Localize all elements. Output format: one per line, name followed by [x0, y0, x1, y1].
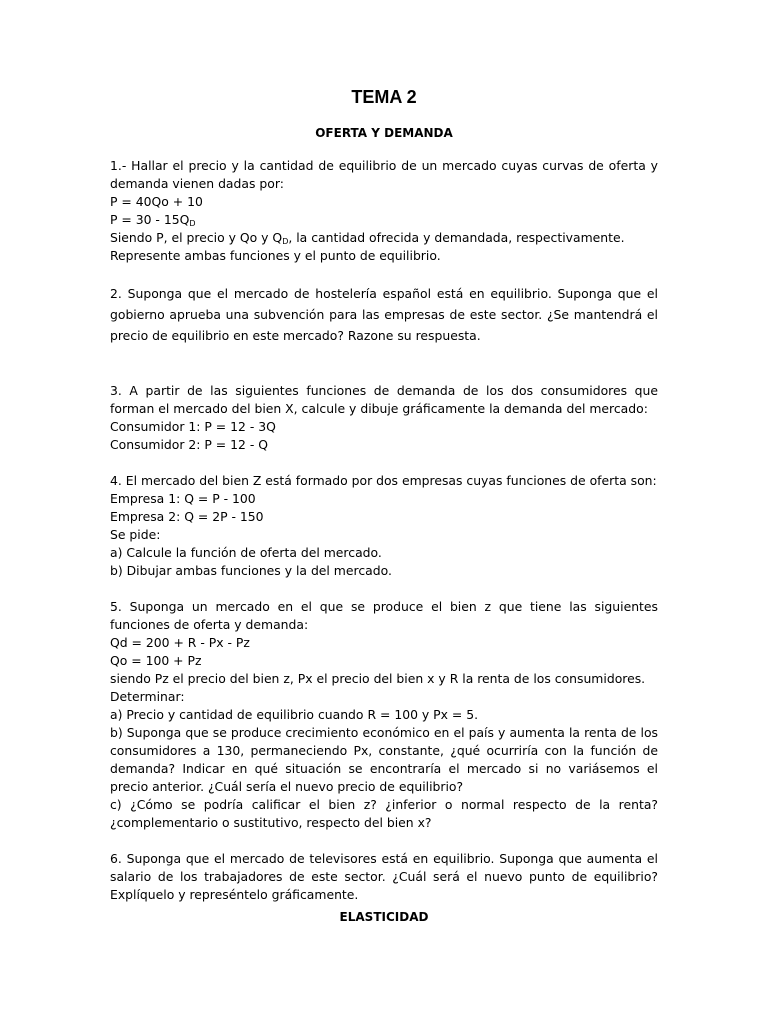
exercise-4-firm-1: Empresa 1: Q = P - 100 — [110, 491, 256, 506]
exercise-4-part-b: b) Dibujar ambas funciones y la del mercado. — [110, 563, 392, 578]
exercise-5 — [110, 598, 658, 832]
exercise-2-text: 2. Suponga que el mercado de hostelería español está en equilibrio. Suponga que el gobierno aprueba una subvención para las empresas de este sector. ¿Se mantendrá el precio de equilibrio en este mercado? Razone su respuesta. — [110, 286, 658, 343]
exercise-5-part-a: a) Precio y cantidad de equilibrio cuando R = 100 y Px = 5. — [110, 707, 479, 722]
exercise-1-note-subscript: D — [282, 237, 289, 246]
exercise-4-intro: 4. El mercado del bien Z está formado por dos empresas cuyas funciones de oferta son: — [110, 473, 657, 488]
page-title: TEMA 2 — [351, 87, 417, 107]
exercise-1-demand-equation-main: P = 30 - 15Q — [110, 212, 190, 227]
exercise-1-demand-equation — [110, 211, 658, 229]
exercise-1-closing: Represente ambas funciones y el punto de equilibrio. — [110, 248, 441, 263]
exercise-1-note — [110, 229, 658, 247]
exercise-1-note-start: Siendo P, el precio y Qo y Q — [110, 230, 283, 245]
exercise-4 — [110, 472, 658, 580]
exercise-1-supply-equation: P = 40Qo + 10 — [110, 194, 203, 209]
exercise-3-consumer-1: Consumidor 1: P = 12 - 3Q — [110, 419, 276, 434]
exercise-5-where: siendo Pz el precio del bien z, Px el precio del bien x y R la renta de los consumidores. — [110, 671, 646, 686]
exercise-6-text: 6. Suponga que el mercado de televisores está en equilibrio. Suponga que aumenta el salario de los trabajadores de este sector. ¿Cuál será el nuevo punto de equilibrio? Explíquelo y represéntelo gráficamente. — [110, 851, 658, 902]
exercise-6 — [110, 850, 658, 904]
exercise-3-consumer-2: Consumidor 2: P = 12 - Q — [110, 437, 268, 452]
next-section-heading: ELASTICIDAD — [339, 910, 429, 924]
section-subtitle: OFERTA Y DEMANDA — [315, 126, 453, 140]
exercise-3 — [110, 382, 658, 454]
exercise-5-part-b: b) Suponga que se produce crecimiento económico en el país y aumenta la renta de los consumidores a 130, permaneciendo Px, constante, ¿qué ocurriría con la función de demanda? Indicar en qué situación se encontraría el mercado si no variásemos el precio anterior. ¿Cuál sería el nuevo precio de equilibrio? — [110, 725, 658, 794]
exercise-4-part-a: a) Calcule la función de oferta del mercado. — [110, 545, 382, 560]
exercise-5-determine: Determinar: — [110, 689, 185, 704]
exercise-1-demand-equation-subscript: D — [189, 219, 196, 228]
exercise-1 — [110, 157, 658, 265]
exercise-5-part-c: c) ¿Cómo se podría calificar el bien z? ¿inferior o normal respecto de la renta? ¿complementario o sustitutivo, respecto del bien x? — [110, 797, 658, 830]
spacer — [110, 580, 658, 598]
spacer — [110, 346, 658, 382]
exercise-5-intro: 5. Suponga un mercado en el que se produce el bien z que tiene las siguientes funciones de oferta y demanda: — [110, 599, 658, 632]
exercise-1-note-end: , la cantidad ofrecida y demandada, respectivamente. — [288, 230, 625, 245]
spacer — [110, 832, 658, 850]
exercise-3-intro: 3. A partir de las siguientes funciones de demanda de los dos consumidores que forman el mercado del bien X, calcule y dibuje gráficamente la demanda del mercado: — [110, 383, 658, 416]
document-body — [110, 157, 658, 904]
spacer — [110, 265, 658, 283]
spacer — [110, 454, 658, 472]
exercise-4-firm-2: Empresa 2: Q = 2P - 150 — [110, 509, 264, 524]
exercise-5-demand-equation: Qd = 200 + R - Px - Pz — [110, 635, 250, 650]
exercise-5-supply-equation: Qo = 100 + Pz — [110, 653, 202, 668]
exercise-1-intro: 1.- Hallar el precio y la cantidad de equilibrio de un mercado cuyas curvas de oferta y demanda vienen dadas por: — [110, 158, 658, 191]
exercise-4-ask: Se pide: — [110, 527, 161, 542]
exercise-2 — [110, 283, 658, 346]
